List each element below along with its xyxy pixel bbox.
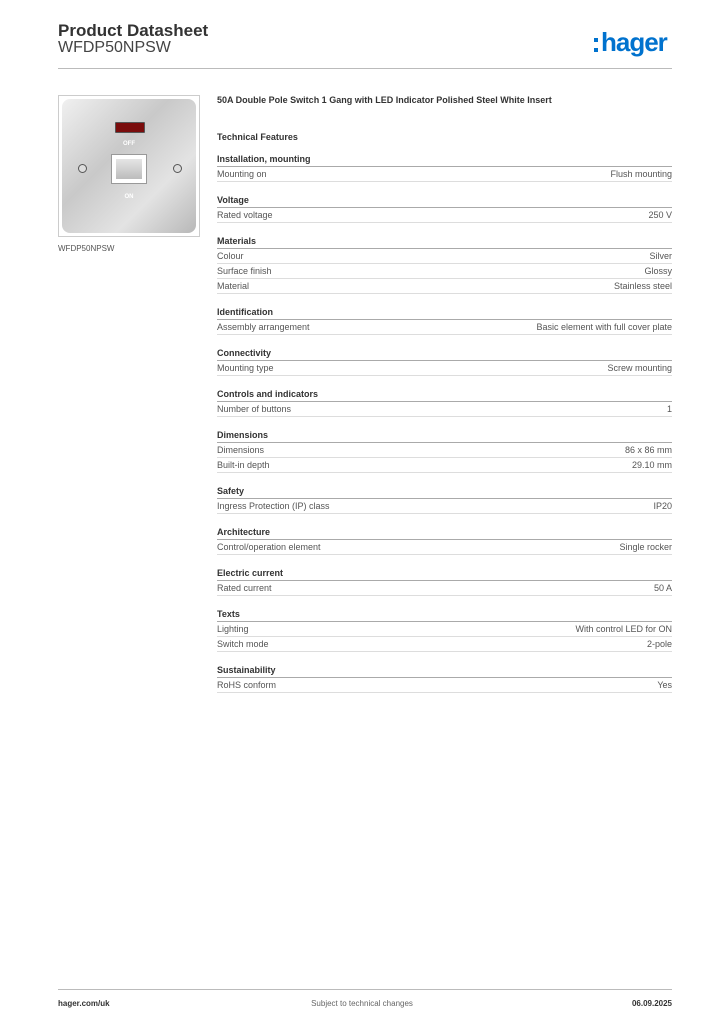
switch-plate xyxy=(62,99,196,233)
spec-content xyxy=(217,94,672,705)
screw-left xyxy=(78,164,87,173)
section-heading: Architecture xyxy=(217,526,672,540)
spec-label: Mounting on xyxy=(217,169,267,179)
section-heading: Sustainability xyxy=(217,664,672,678)
product-code: WFDP50NPSW xyxy=(58,39,171,56)
spec-label: Mounting type xyxy=(217,363,274,373)
spec-row xyxy=(217,499,672,514)
section-heading: Safety xyxy=(217,485,672,499)
spec-label: Built-in depth xyxy=(217,460,270,470)
spec-row xyxy=(217,279,672,294)
logo-colon-mark xyxy=(594,38,598,52)
spec-value: Single rocker xyxy=(619,542,672,552)
footer-notice: Subject to technical changes xyxy=(311,999,413,1008)
spec-row xyxy=(217,637,672,652)
spec-section xyxy=(217,153,672,182)
spec-label: Switch mode xyxy=(217,639,269,649)
spec-label: Assembly arrangement xyxy=(217,322,310,332)
spec-value: 86 x 86 mm xyxy=(624,445,672,455)
spec-value: Basic element with full cover plate xyxy=(536,322,672,332)
spec-value: Screw mounting xyxy=(607,363,672,373)
spec-section xyxy=(217,388,672,417)
spec-row xyxy=(217,402,672,417)
spec-row xyxy=(217,264,672,279)
section-heading: Materials xyxy=(217,235,672,249)
footer-date: 06.09.2025 xyxy=(631,999,672,1008)
section-heading: Identification xyxy=(217,306,672,320)
spec-label: Rated voltage xyxy=(217,210,273,220)
spec-value: 29.10 mm xyxy=(631,460,672,470)
spec-row xyxy=(217,167,672,182)
spec-label: RoHS conform xyxy=(217,680,277,690)
spec-row xyxy=(217,581,672,596)
spec-section xyxy=(217,235,672,294)
section-heading: Electric current xyxy=(217,567,672,581)
page-title: Product Datasheet xyxy=(58,21,209,40)
spec-section xyxy=(217,567,672,596)
section-heading: Dimensions xyxy=(217,429,672,443)
spec-section xyxy=(217,429,672,473)
section-heading: Installation, mounting xyxy=(217,153,672,167)
spec-label: Dimensions xyxy=(217,445,265,455)
product-image xyxy=(58,95,200,237)
section-heading: Texts xyxy=(217,608,672,622)
spec-value: Yes xyxy=(657,680,672,690)
spec-section xyxy=(217,194,672,223)
spec-value: 250 V xyxy=(648,210,672,220)
technical-features-title: Technical Features xyxy=(217,132,298,142)
header-divider xyxy=(58,68,672,69)
product-title: 50A Double Pole Switch 1 Gang with LED Indicator Polished Steel White Insert xyxy=(217,95,552,105)
section-heading: Controls and indicators xyxy=(217,388,672,402)
screw-right xyxy=(173,164,182,173)
spec-value: 1 xyxy=(666,404,672,414)
image-caption: WFDP50NPSW xyxy=(58,244,115,253)
hager-logo xyxy=(594,27,667,57)
spec-row xyxy=(217,622,672,637)
spec-label: Control/operation element xyxy=(217,542,321,552)
spec-label: Number of buttons xyxy=(217,404,292,414)
spec-section xyxy=(217,608,672,652)
spec-value: Flush mounting xyxy=(610,169,672,179)
spec-section xyxy=(217,306,672,335)
spec-section xyxy=(217,526,672,555)
led-indicator xyxy=(115,122,145,133)
spec-label: Rated current xyxy=(217,583,272,593)
spec-value: Silver xyxy=(649,251,672,261)
spec-row xyxy=(217,458,672,473)
spec-label: Colour xyxy=(217,251,244,261)
spec-section xyxy=(217,485,672,514)
spec-label: Material xyxy=(217,281,250,291)
spec-row xyxy=(217,540,672,555)
spec-sections xyxy=(217,153,672,693)
spec-row xyxy=(217,678,672,693)
section-heading: Voltage xyxy=(217,194,672,208)
spec-label: Lighting xyxy=(217,624,249,634)
spec-section xyxy=(217,664,672,693)
footer-website: hager.com/uk xyxy=(58,999,110,1008)
spec-row xyxy=(217,249,672,264)
spec-row xyxy=(217,361,672,376)
spec-section xyxy=(217,347,672,376)
spec-row xyxy=(217,320,672,335)
section-heading: Connectivity xyxy=(217,347,672,361)
spec-label: Ingress Protection (IP) class xyxy=(217,501,330,511)
spec-value: With control LED for ON xyxy=(575,624,672,634)
spec-value: Glossy xyxy=(644,266,672,276)
spec-row xyxy=(217,443,672,458)
rocker-switch xyxy=(111,154,147,184)
footer-divider xyxy=(58,989,672,990)
plate-on-label: ON xyxy=(124,194,134,200)
spec-row xyxy=(217,208,672,223)
logo-wordmark: hager xyxy=(601,27,667,57)
spec-value: Stainless steel xyxy=(613,281,672,291)
spec-value: 50 A xyxy=(653,583,672,593)
plate-off-label: OFF xyxy=(123,141,135,147)
spec-value: IP20 xyxy=(653,501,672,511)
spec-value: 2-pole xyxy=(646,639,672,649)
spec-label: Surface finish xyxy=(217,266,272,276)
